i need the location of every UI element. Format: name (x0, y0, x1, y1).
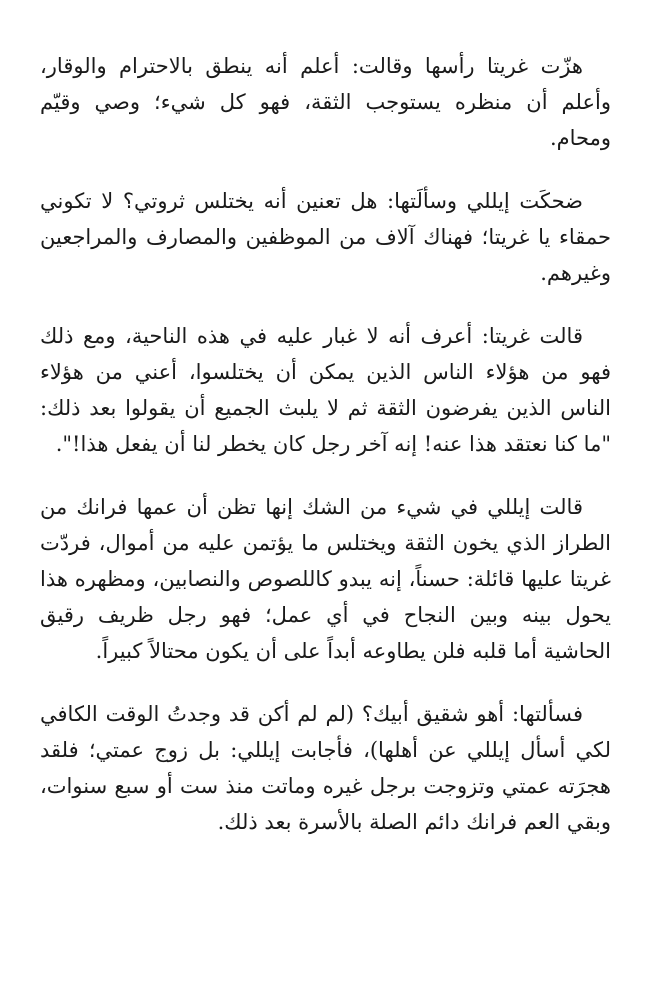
paragraph-3: قالت غريتا: أعرف أنه لا غبار عليه في هذه الناحية، ومع ذلك فهو من هؤلاء الناس الذين يمكن أن يختلسوا، أعني من هؤلاء الناس الذين يفرضون الثقة ثم لا يلبث الجميع أن يقولوا بعد ذلك: "ما كنا نعتقد هذا عنه! إنه آخر رجل كان يخطر لنا أن يفعل هذا!". (40, 324, 611, 456)
paragraph-4: قالت إيللي في شيء من الشك إنها تظن أن عمها فرانك من الطراز الذي يخون الثقة ويختلس ما يؤتمن عليه من أموال، فردّت غريتا عليها قائلة: حسناً، إنه يبدو كاللصوص والنصابين، ومظهره هذا يحول بينه وبين النجاح في أي عمل؛ فهو رجل ظريف رقيق الحاشية أما قلبه فلن يطاوعه أبداً على أن يكون محتالاً كبيراً. (40, 495, 611, 663)
paragraph-5: فسألتها: أهو شقيق أبيك؟ (لم لم أكن قد وجدتُ الوقت الكافي لكي أسأل إيللي عن أهلها)، فأجابت إيللي: بل زوج عمتي؛ فلقد هجرَته عمتي وتزوجت برجل غيره وماتت منذ ست أو سبع سنوات، وبقي العم فرانك دائم الصلة بالأسرة بعد ذلك. (40, 702, 611, 834)
paragraph-2: ضحكَت إيللي وسألَتها: هل تعنين أنه يختلس ثروتي؟ لا تكوني حمقاء يا غريتا؛ فهناك آلاف من الموظفين والمصارف والمراجعين وغيرهم. (40, 189, 611, 285)
document-page (40, 48, 611, 867)
paragraph-1: هزّت غريتا رأسها وقالت: أعلم أنه ينطق بالاحترام والوقار، وأعلم أن منظره يستوجب الثقة، فهو كل شيء؛ وصي وقيّم ومحام. (40, 54, 611, 150)
